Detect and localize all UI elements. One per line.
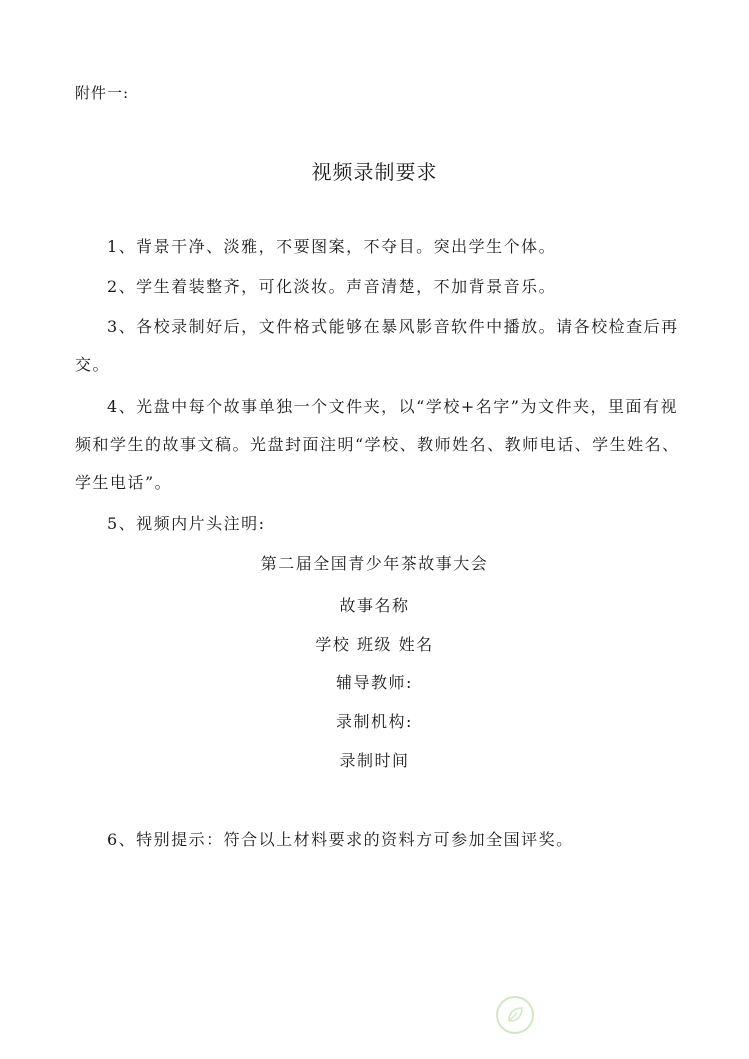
header-line-school-class-name: 学校 班级 姓名 xyxy=(315,635,434,654)
requirement-item-5: 5、视频内片头注明: xyxy=(107,514,266,533)
header-line-event: 第二届全国青少年茶故事大会 xyxy=(260,554,489,573)
requirement-item-2: 2、学生着装整齐，可化淡妆。声音清楚，不加背景音乐。 xyxy=(107,277,557,296)
requirement-item-4: 4、光盘中每个故事单独一个文件夹，以“学校+名字”为文件夹，里面有视频和学生的故事文稿。光盘封面注明“学校、教师姓名、教师电话、学生姓名、学生电话”。 xyxy=(75,397,680,492)
watermark-seal xyxy=(496,996,534,1034)
requirement-item-1: 1、背景干净、淡雅，不要图案，不夺目。突出学生个体。 xyxy=(107,237,557,256)
header-line-teacher: 辅导教师: xyxy=(336,673,413,692)
header-line-organization: 录制机构: xyxy=(336,712,413,731)
requirement-item-3: 3、各校录制好后，文件格式能够在暴风影音软件中播放。请各校检查后再交。 xyxy=(75,317,679,374)
requirement-item-6: 6、特别提示：符合以上材料要求的资料方可参加全国评奖。 xyxy=(107,830,574,849)
attachment-label: 附件一: xyxy=(75,84,130,102)
leaf-icon xyxy=(504,1004,526,1026)
header-line-story-name: 故事名称 xyxy=(339,596,410,615)
header-line-time: 录制时间 xyxy=(339,751,410,770)
page-title: 视频录制要求 xyxy=(311,160,438,184)
